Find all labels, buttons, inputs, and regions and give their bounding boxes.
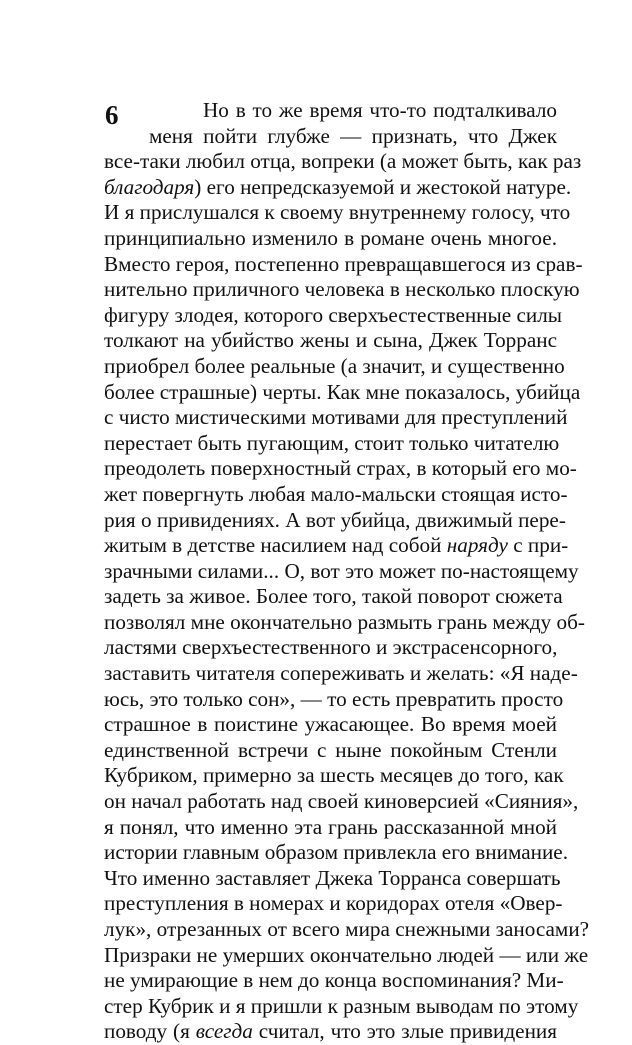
text-line: с чисто мистическими мотивами для преступлений xyxy=(104,405,568,430)
text-line: зрачными силами... О, вот это может по-настоящему xyxy=(104,558,579,583)
text-line: преодолеть поверхностный страх, в который его мо- xyxy=(104,456,577,481)
text-line: И я прислушался к своему внутреннему голосу, что xyxy=(104,200,571,225)
text-line: Призраки не умерших окончательно людей — или же xyxy=(104,942,589,967)
text-line: юсь, это только сон», — то есть превратить просто xyxy=(104,686,564,711)
text-line: принципиально изменило в романе очень многое. xyxy=(104,225,557,250)
text-line: лук», отрезанных от всего мира снежными заносами? xyxy=(104,917,590,941)
text-line: все-таки любил отца, вопреки (а может быть, как раз xyxy=(104,149,582,174)
text-line: он начал работать над своей киноверсией «Сияния», xyxy=(104,789,579,814)
text-line: перестает быть пугающим, стоит только читателю xyxy=(104,430,560,455)
text-line: благодаря) его непредсказуемой и жестокой натуре. xyxy=(104,174,572,199)
text-line: Кубриком, примерно за шесть месяцев до того, как xyxy=(104,763,564,788)
text-line: приобрел более реальные (а значит, и существенно xyxy=(104,353,565,378)
text-line: более страшные) черты. Как мне показалось, убийца xyxy=(104,379,581,404)
italic-word: благодаря xyxy=(104,174,195,199)
text-line: толкают на убийство жены и сына, Джек Торранс xyxy=(104,328,557,353)
text-line: меня пойти глубже — признать, что Джек xyxy=(149,123,557,148)
text-line: единственной встречи с ныне покойным Стенли xyxy=(104,737,557,762)
text-line: рия о привидениях. А вот убийца, движимый пере- xyxy=(104,507,566,532)
text-line: преступления в номерах и коридорах отеля «Овер- xyxy=(104,891,563,916)
text-line: заставить читателя сопереживать и желать: «Я наде- xyxy=(104,661,578,686)
text-line: позволял мне окончательно размыть грань между об- xyxy=(104,609,585,634)
text-line: истории главным образом привлекла его внимание. xyxy=(104,840,568,865)
text-line: ластями сверхъестественного и экстрасенсорного, xyxy=(104,635,558,660)
text-line: стер Кубрик и я пришли к разным выводам по этому xyxy=(104,993,579,1018)
text-line: житым в детстве насилием над собой наряду с при- xyxy=(104,533,569,558)
text-line: фигуру злодея, которого сверхъестественные силы xyxy=(104,302,563,327)
text-line: жет повергнуть любая мало-мальски стоящая исто- xyxy=(104,481,568,506)
text-line: задеть за живое. Более того, такой поворот сюжета xyxy=(104,584,563,609)
text-line: не умирающие в нем до конца воспоминания? Ми- xyxy=(104,968,564,993)
body-text xyxy=(104,98,590,1045)
text-line: я понял, что именно эта грань рассказанной мной xyxy=(104,814,557,839)
text-line: поводу (я всегда считал, что это злые привидения xyxy=(104,1019,558,1044)
page-number: 6 xyxy=(105,100,119,130)
text-line: нительно приличного человека в несколько плоскую xyxy=(104,277,580,302)
text-line: страшное в поистине ужасающее. Во время моей xyxy=(104,712,557,737)
text-line: Но в то же время что-то подталкивало xyxy=(203,98,557,122)
italic-word: наряду xyxy=(446,533,508,558)
italic-word: всегда xyxy=(195,1019,253,1044)
text-line: Что именно заставляет Джека Торранса совершать xyxy=(104,865,561,890)
text-line: Вместо героя, постепенно превращавшегося из срав- xyxy=(104,251,583,276)
